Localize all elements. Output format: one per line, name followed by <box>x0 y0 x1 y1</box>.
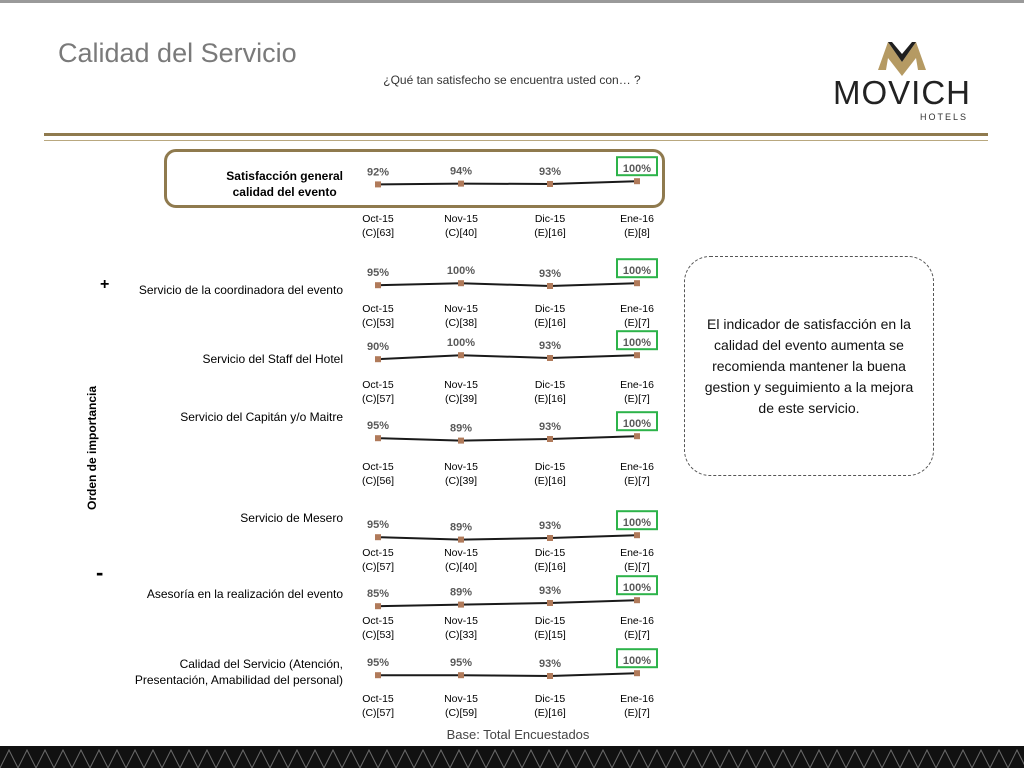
trend-chart-6 <box>362 576 657 641</box>
data-point <box>375 534 381 540</box>
period-label: Nov-15 <box>444 615 478 627</box>
period-label: Ene-16 <box>620 461 654 473</box>
base-size-label: (E)[7] <box>624 317 650 329</box>
data-label: 89% <box>449 521 473 534</box>
period-label: Ene-16 <box>620 615 654 627</box>
data-point <box>458 438 464 444</box>
base-size-label: (E)[15] <box>534 629 566 641</box>
page-subtitle: ¿Qué tan satisfecho se encuentra usted con… ? <box>383 73 641 87</box>
trend-chart-7 <box>362 649 657 719</box>
base-size-label: (E)[7] <box>624 393 650 405</box>
period-label: Ene-16 <box>620 213 654 225</box>
importance-high-sign: + <box>100 276 110 293</box>
base-size-label: (E)[7] <box>624 561 650 573</box>
base-size-label: (E)[8] <box>624 227 650 239</box>
base-size-label: (E)[7] <box>624 707 650 719</box>
data-point <box>547 181 553 187</box>
data-label: 93% <box>538 340 562 352</box>
data-label: 93% <box>538 658 562 670</box>
data-point <box>458 181 464 187</box>
period-label: Ene-16 <box>620 303 654 315</box>
base-size-label: (E)[16] <box>534 393 566 405</box>
data-point <box>458 280 464 286</box>
data-label: 93% <box>538 268 562 280</box>
recommendation-note <box>684 256 934 476</box>
data-label: 94% <box>449 165 473 178</box>
period-label: Oct-15 <box>362 615 394 627</box>
data-point <box>547 600 553 606</box>
base-size-label: (E)[16] <box>534 227 566 239</box>
period-label: Oct-15 <box>362 693 394 705</box>
data-point <box>375 181 381 187</box>
data-label: 100% <box>446 265 476 278</box>
series-line <box>378 535 637 539</box>
base-note: Base: Total Encuestados <box>446 727 590 742</box>
series-line <box>378 436 637 440</box>
base-size-label: (C)[59] <box>444 707 478 719</box>
period-label: Nov-15 <box>444 693 478 705</box>
series-line <box>378 673 637 676</box>
data-label: 95% <box>449 657 473 670</box>
period-label: Oct-15 <box>362 461 394 473</box>
period-label: Oct-15 <box>362 379 394 391</box>
base-size-label: (C)[57] <box>361 393 395 405</box>
base-size-label: (E)[16] <box>534 707 566 719</box>
data-label: 92% <box>366 166 390 179</box>
row-label-asesoria: Asesoría en la realización del evento <box>146 587 343 601</box>
period-label: Dic-15 <box>534 213 566 225</box>
period-label: Nov-15 <box>444 303 478 315</box>
data-point <box>375 603 381 609</box>
period-label: Dic-15 <box>534 303 566 315</box>
data-label: 95% <box>366 420 390 433</box>
page-title: Calidad del Servicio <box>58 38 297 68</box>
row-label-staff: Servicio del Staff del Hotel <box>202 352 343 366</box>
base-size-label: (C)[56] <box>361 475 395 487</box>
data-label: 89% <box>449 586 473 599</box>
importance-low-sign: - <box>96 560 104 585</box>
data-point <box>634 532 640 538</box>
data-label: 100% <box>622 517 652 530</box>
period-label: Oct-15 <box>362 303 394 315</box>
base-size-label: (C)[39] <box>444 393 478 405</box>
data-label: 100% <box>622 337 652 350</box>
base-size-label: (C)[40] <box>444 227 478 239</box>
data-label: 93% <box>538 421 562 433</box>
recommendation-text: El indicador de satisfacción en la calidad del evento aumenta se recomienda mantener la buena gestion y seguimiento a la mejora de este servicio. <box>704 315 914 416</box>
base-size-label: (C)[53] <box>361 629 395 641</box>
base-size-label: (E)[16] <box>534 561 566 573</box>
data-label: 89% <box>449 422 473 435</box>
period-label: Nov-15 <box>444 213 478 225</box>
period-label: Dic-15 <box>534 693 566 705</box>
period-label: Ene-16 <box>620 547 654 559</box>
row-label-coordinadora: Servicio de la coordinadora del evento <box>138 283 343 297</box>
data-label: 100% <box>622 655 652 668</box>
base-size-label: (E)[16] <box>534 317 566 329</box>
period-label: Ene-16 <box>620 693 654 705</box>
brand-sub: HOTELS <box>919 112 969 122</box>
data-label: 95% <box>366 657 390 670</box>
data-point <box>458 602 464 608</box>
importance-axis-title: Orden de importancia <box>85 385 99 511</box>
trend-chart-1 <box>362 157 657 239</box>
data-point <box>458 352 464 358</box>
base-size-label: (E)[7] <box>624 475 650 487</box>
data-point <box>634 597 640 603</box>
decorative-bottom-band <box>0 746 1024 768</box>
data-point <box>375 282 381 288</box>
data-label: 100% <box>622 265 652 278</box>
data-label: 95% <box>366 267 390 280</box>
period-label: Oct-15 <box>362 547 394 559</box>
data-point <box>634 433 640 439</box>
data-label: 85% <box>366 588 390 601</box>
data-point <box>634 178 640 184</box>
data-point <box>634 670 640 676</box>
data-label: 90% <box>366 341 390 354</box>
data-label: 100% <box>446 337 476 350</box>
data-point <box>547 436 553 442</box>
period-label: Nov-15 <box>444 461 478 473</box>
trend-chart-3 <box>362 331 657 405</box>
base-size-label: (C)[53] <box>361 317 395 329</box>
data-point <box>634 280 640 286</box>
base-size-label: (C)[33] <box>444 629 478 641</box>
period-label: Dic-15 <box>534 547 566 559</box>
brand-name: MOVICH <box>833 74 971 111</box>
period-label: Ene-16 <box>620 379 654 391</box>
series-line <box>378 283 637 286</box>
data-point <box>547 283 553 289</box>
data-point <box>547 673 553 679</box>
base-size-label: (C)[57] <box>361 561 395 573</box>
trend-chart-4 <box>362 412 657 487</box>
data-label: 93% <box>538 166 562 178</box>
row-label-capitan: Servicio del Capitán y/o Maitre <box>180 410 343 424</box>
base-size-label: (C)[38] <box>444 317 478 329</box>
data-point <box>375 435 381 441</box>
period-label: Nov-15 <box>444 379 478 391</box>
base-size-label: (C)[40] <box>444 561 478 573</box>
trend-chart-5 <box>362 511 657 573</box>
base-size-label: (C)[39] <box>444 475 478 487</box>
data-label: 100% <box>622 582 652 595</box>
data-point <box>458 672 464 678</box>
series-line <box>378 181 637 184</box>
trend-chart-2 <box>362 259 657 329</box>
row-label-overall: Satisfacción general calidad del evento <box>226 169 343 199</box>
data-label: 100% <box>622 418 652 431</box>
data-point <box>375 356 381 362</box>
period-label: Dic-15 <box>534 461 566 473</box>
row-label-calidad: Calidad del Servicio (Atención, Presentación, Amabilidad del personal) <box>134 657 343 687</box>
data-point <box>547 355 553 361</box>
period-label: Dic-15 <box>534 379 566 391</box>
period-label: Dic-15 <box>534 615 566 627</box>
data-point <box>375 672 381 678</box>
period-label: Oct-15 <box>362 213 394 225</box>
row-label-mesero: Servicio de Mesero <box>240 511 343 525</box>
base-size-label: (C)[57] <box>361 707 395 719</box>
data-label: 93% <box>538 585 562 597</box>
base-size-label: (E)[16] <box>534 475 566 487</box>
period-label: Nov-15 <box>444 547 478 559</box>
data-point <box>547 535 553 541</box>
data-label: 95% <box>366 519 390 532</box>
base-size-label: (E)[7] <box>624 629 650 641</box>
series-line <box>378 600 637 606</box>
series-line <box>378 355 637 359</box>
data-point <box>458 537 464 543</box>
data-point <box>634 352 640 358</box>
data-label: 100% <box>622 163 652 176</box>
base-size-label: (C)[63] <box>361 227 395 239</box>
data-label: 93% <box>538 520 562 532</box>
